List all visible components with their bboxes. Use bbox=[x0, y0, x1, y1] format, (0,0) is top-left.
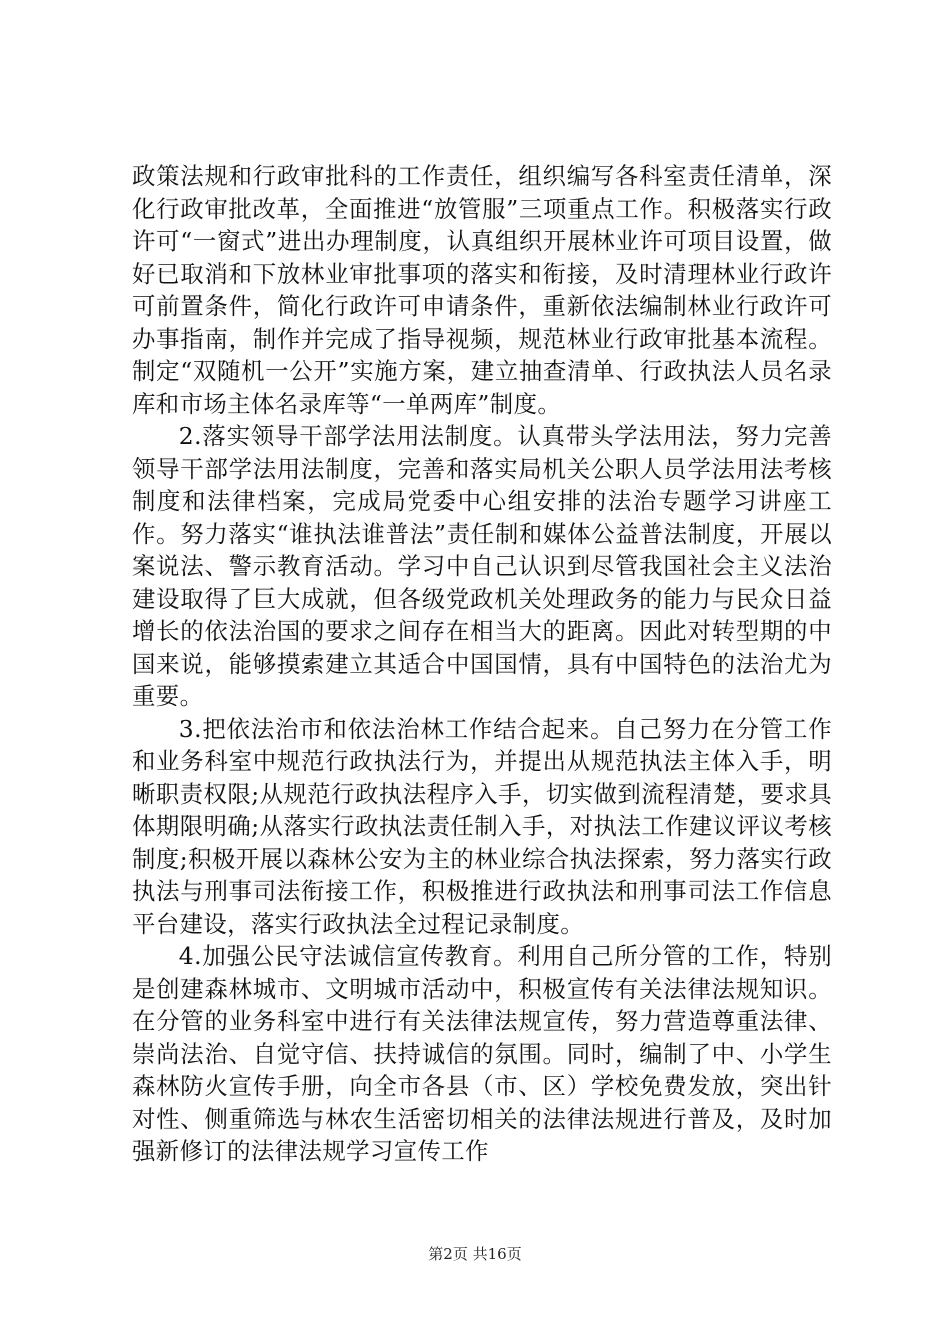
page-footer: 第2页 共16页 bbox=[428, 1245, 522, 1263]
paragraph-2: 2.落实领导干部学法用法制度。认真带头学法用法，努力完善领导干部学法用法制度，完善和落实局机关公职人员学法用法考核制度和法律档案，完成局党委中心组安排的法治专题学习讲座工作。努力落实“谁执法谁普法”责任制和媒体公益普法制度，开展以案说法、警示教育活动。学习中自己认识到尽管我国社会主义法治建设取得了巨大成就，但各级党政机关处理政务的能力与民众日益增长的依法治国的要求之间存在相当大的距离。因此对转型期的中国来说，能够摸索建立其适合中国国情，具有中国特色的法治尤为重要。 bbox=[132, 422, 832, 710]
paragraph-4: 4.加强公民守法诚信宣传教育。利用自己所分管的工作，特别是创建森林城市、文明城市活动中，积极宣传有关法律法规知识。在分管的业务科室中进行有关法律法规宣传，努力营造尊重法律、崇尚法治、自觉守信、扶持诚信的氛围。同时，编制了中、小学生森林防火宣传手册，向全市各县（市、区）学校免费发放，突出针对性、侧重筛选与林农生活密切相关的法律法规进行普及，及时加强新修订的法律法规学习宣传工作 bbox=[132, 942, 832, 1165]
document-body bbox=[132, 160, 832, 1168]
paragraph-1: 政策法规和行政审批科的工作责任，组织编写各科室责任清单，深化行政审批改革，全面推进“放管服”三项重点工作。积极落实行政许可“一窗式”进出办理制度，认真组织开展林业许可项目设置，做好已取消和下放林业审批事项的落实和衔接，及时清理林业行政许可前置条件，简化行政许可申请条件，重新依法编制林业行政许可办事指南，制作并完成了指导视频，规范林业行政审批基本流程。制定“双随机一公开”实施方案，建立抽查清单、行政执法人员名录库和市场主体名录库等“一单两库”制度。 bbox=[132, 162, 832, 418]
paragraph-3: 3.把依法治市和依法治林工作结合起来。自己努力在分管工作和业务科室中规范行政执法行为，并提出从规范执法主体入手，明晰职责权限;从规范行政执法程序入手，切实做到流程清楚，要求具体期限明确;从落实行政执法责任制入手，对执法工作建议评议考核制度;积极开展以森林公安为主的林业综合执法探索，努力落实行政执法与刑事司法衔接工作，积极推进行政执法和刑事司法工作信息平台建设，落实行政执法全过程记录制度。 bbox=[132, 714, 832, 938]
